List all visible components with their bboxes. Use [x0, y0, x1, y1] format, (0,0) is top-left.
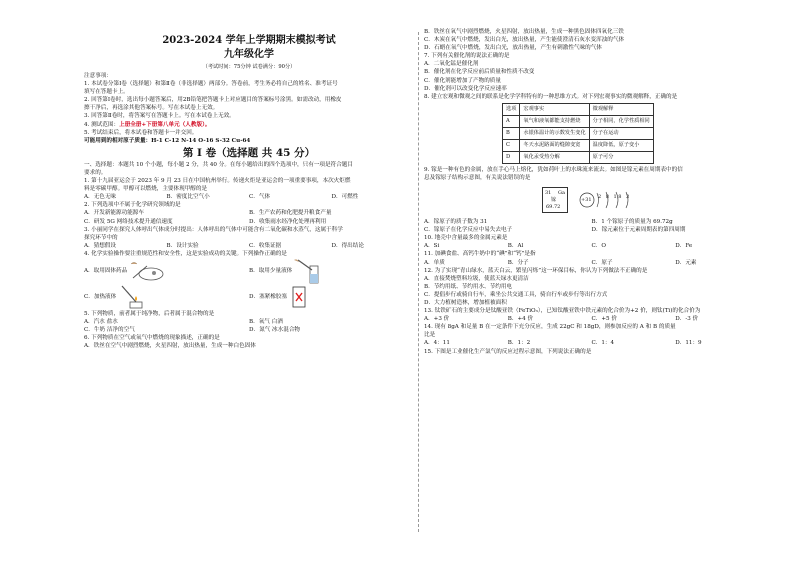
option: C．+5 价 [591, 316, 617, 323]
option-a: A．取用固体药品 [84, 258, 249, 284]
option-b: B．取用少量液体 [249, 258, 414, 284]
q9-options [424, 218, 759, 234]
table-cell: 分子在运动 [589, 127, 653, 139]
table-row [503, 127, 654, 139]
option: D．镓元素位于元素周期表的第四周期 [591, 227, 686, 234]
table-cell: 氧气和液氧都能支持燃烧 [520, 115, 589, 127]
table-header: 选项 [503, 103, 520, 115]
question-14: 14. 现有 8gA 和足量 B 在一定条件下充分反应，生成 22gC 和 18gD，则参加反应的 A 和 B 的质量 [424, 324, 676, 331]
question-14-cont: 比是 [424, 332, 436, 339]
option: B．催化剂在化学反应前后质量和性质不改变 [424, 69, 535, 76]
section-intro: 要求的。 [84, 169, 107, 176]
option: B．设计实验 [166, 242, 199, 249]
element-card [542, 187, 568, 213]
table-cell: D [503, 151, 520, 163]
column-divider [418, 32, 419, 532]
question-9: 9. 镓是一种有色的金属，放在手心马上熔化，犹如荷叶上的水珠流来流去。如图是镓元素在周期表中的信 [424, 166, 683, 173]
q3-options [84, 242, 414, 250]
atomic-mass-line: 可能用到的相对原子质量：H-1 C-12 N-14 O-16 S-32 Cu-64 [84, 137, 251, 144]
option: C．牛奶 洁净的空气 [84, 327, 135, 334]
option: C．提倡步行或骑自行车，乘坐公共交通工具，骑自行车或步行等出行方式 [424, 291, 608, 298]
question-11: 11. 加碘食盐、高钙牛奶中的“碘”和“钙”是指 [424, 251, 536, 258]
atomic-number: 31 [545, 190, 552, 197]
table-row [503, 115, 654, 127]
option: D．得出结论 [331, 242, 364, 249]
stopper-illustration [287, 284, 311, 310]
table-cell: 水银体温计的示数发生变化 [520, 127, 589, 139]
question-4: 4. 化学实验操作要注重规范性和安全性，这是实验成功的关键。下列操作正确的是 [84, 250, 287, 257]
option: A．镓原子的质子数为 31 [424, 219, 488, 226]
question-8: 8. 建立宏观和微观之间的联系是化学学科特有的一种思维方式。对下列宏观事实的微观解释，正确的是 [424, 93, 678, 100]
gallium-figure [542, 182, 759, 218]
note-line-scope: 4. 测试范围：上册全册+下册第八单元（人教版）。 [84, 121, 211, 128]
option: A．二氧化锰是催化剂 [424, 61, 479, 68]
element-symbol: Ga [558, 190, 565, 197]
option: B．氧气 白酒 [249, 319, 283, 326]
option: C．原子 [591, 259, 613, 266]
option: C．收集证据 [249, 242, 282, 249]
question-10: 10. 地壳中含量最多的金属元素是 [424, 235, 508, 242]
option: B．节约用纸、节约用水、节约用电 [424, 283, 513, 290]
option: C．1：4 [591, 340, 615, 347]
atomic-mass: 69.72 [546, 204, 561, 211]
option: A．直接焚烧塑料垃圾，使蓝天绿水更清洁 [424, 275, 529, 282]
table-row [503, 139, 654, 151]
left-column [84, 28, 414, 350]
table-cell: 氧化汞受热分解 [520, 151, 589, 163]
nucleus-charge: +31 [581, 197, 592, 204]
table-cell: 分子相同，化学性质相同 [589, 115, 653, 127]
table-cell: C [503, 139, 520, 151]
option: B．Al [507, 243, 524, 250]
q6-option-d: D．石蜡在氧气中燃烧，发出白光，放出热量，产生有刺激性气味的气体 [424, 45, 602, 52]
option: D．11：9 [675, 340, 702, 347]
exam-title: 2023-2024 学年上学期期末模拟考试 [162, 35, 336, 46]
question-1: 1. 第十九届亚运会于 2023 年 9 月 23 日在中国杭州举行。传递火炬是亚运会的一项重要事项，本次火炬燃 [84, 178, 351, 185]
table-header-row [503, 103, 654, 115]
option: A．开发新能源功能源车 [84, 210, 144, 217]
q5-options [84, 318, 414, 334]
option: A．+3 价 [424, 316, 450, 323]
question-7: 7. 下列有关催化剂的说法正确的是 [424, 53, 510, 60]
exam-meta: （考试时间：75分钟 试卷满分：90分） [202, 64, 296, 70]
option: D．催化剂可以改变化学反应速率 [424, 85, 507, 92]
option: D．收集雨水经净化处理再利用 [249, 218, 327, 225]
option: B．生产农药和化肥提升粮食产量 [249, 210, 332, 217]
option: B．1 个镓原子的质量为 69.72g [591, 219, 673, 226]
option: D．氮气 冰水混合物 [249, 327, 301, 334]
heating-liquid-illustration [116, 284, 150, 310]
right-column [424, 28, 759, 356]
q13-options [424, 315, 759, 323]
q2-options [84, 209, 414, 225]
option: B．1：2 [507, 340, 531, 347]
liquid-sampling-illustration [292, 258, 326, 284]
question-1-cont: 料是零碳甲醇。甲醇可以燃烧，主要体现甲醇的是 [84, 186, 208, 193]
table-header: 微观解释 [589, 103, 653, 115]
q10-options [424, 242, 759, 250]
table-cell: 冬天水泥路面的缝隙变宽 [520, 139, 589, 151]
solid-sampling-illustration [127, 258, 167, 284]
option: C．研发 5G 网络技术提升通信速度 [84, 218, 173, 225]
note-line: 1. 本试卷分第Ⅰ卷（选择题）和第Ⅱ卷（非选择题）两部分。答卷前，考生务必将自己的姓名、准考证号 [84, 81, 338, 88]
note-line: 5. 考试结束后，将本试卷和答题卡一并交回。 [84, 129, 198, 136]
q14-options [424, 339, 759, 347]
note-line: 3. 回答第Ⅱ卷时，将答案写在答题卡上。写在本试卷上无效。 [84, 113, 235, 120]
option: C．气体 [249, 194, 271, 201]
table-cell: B [503, 127, 520, 139]
option: D．可燃性 [331, 194, 359, 201]
question-12: 12. 为了实现“青山绿水，蓝天白云，繁星闪烁”这一环保目标，你认为下列做法不正确的是 [424, 267, 648, 274]
question-3-cont: 探究环节中的 [84, 234, 118, 241]
note-line: 填写在答题卡上。 [84, 89, 129, 96]
option-c: C．加热液体 [84, 284, 249, 310]
option: B．密度比空气小 [166, 194, 210, 201]
question-15: 15. 下图是工业催化生产氯气的反应过程示意图，下列说法正确的是 [424, 348, 592, 355]
table-header: 宏观事实 [520, 103, 589, 115]
q1-options [84, 193, 414, 201]
option: B．+4 价 [507, 316, 534, 323]
question-5: 5. 下列物质，前者属于纯净物，后者属于混合物的是 [84, 310, 215, 317]
question-3: 3. 小丽同学在探究人体呼出气体成分时提出：人体呼出的气体中可能含有二氧化碳和水蒸气，这属于科学 [84, 226, 343, 233]
option: D．Fe [675, 243, 693, 250]
element-name: 镓 [551, 197, 557, 204]
option: C．催化剂能增加了产物的质量 [424, 77, 501, 84]
option: A．汽水 盐水 [84, 319, 118, 326]
question-6: 6. 下列物质在空气或氧气中燃烧的现象描述，正确的是 [84, 335, 220, 342]
q4-options [84, 258, 414, 310]
section-title: 第 Ⅰ 卷（选择题 共 45 分） [182, 146, 316, 159]
q6-option-b: B．铁丝在氧气中剧烈燃烧，火星四射，放出热量，生成一种黑色固体四氧化三铁 [424, 29, 624, 35]
option: A．无色无味 [84, 194, 117, 201]
question-9-cont: 息及镓原子结构示意图，有关说法错误的是 [424, 174, 531, 181]
table-row [503, 151, 654, 163]
option: C．O [591, 243, 606, 250]
option: C．镓原子在化学反应中易失去电子 [424, 227, 513, 234]
option: A．Si [424, 243, 440, 250]
option-d: D．塞紧橡胶塞 [249, 284, 414, 310]
option: D．-3 价 [675, 316, 699, 323]
note-line: 2. 回答第Ⅰ卷时，选出每小题答案后，用2B铅笔把答题卡上对应题目的答案标号涂黑。如需改动，用橡皮 [84, 97, 342, 104]
question-2: 2. 下列选项中不属于化学研究领域的是 [84, 202, 181, 209]
table-cell: 温度降低，原子变小 [589, 139, 653, 151]
section-intro: 一、选择题：本题共 10 个小题，每小题 2 分，共 40 分。在每小题给出的四个选项中，只有一项是符合题目 [84, 161, 353, 168]
option: A．4：11 [424, 340, 450, 347]
electron-counts: 2 8 18 3 [598, 194, 631, 201]
option: D．大力植树造林，增加植被面积 [424, 299, 507, 306]
table-cell: 原子可分 [589, 151, 653, 163]
option: B．分子 [507, 259, 529, 266]
q11-options [424, 259, 759, 267]
option: D．元素 [675, 259, 697, 266]
q6-option-c: C．木炭在氧气中燃烧，发出白光，放出热量，产生能使澄清石灰水变浑浊的气体 [424, 37, 625, 44]
table-cell: A [503, 115, 520, 127]
question-13: 13. 钛铁矿石的主要成分是钛酸亚铁（FeTiO₃），已知钛酸亚铁中铁元素的化合价为+2 价，则钛(Ti)的化合价为 [424, 308, 701, 315]
exam-subtitle: 九年级化学 [224, 49, 274, 60]
q6-option-a: A．铁丝在空气中剧烈燃烧，火星四射，放出热量，生成一种白色固体 [84, 343, 256, 350]
option: A．单质 [424, 259, 445, 266]
option: A．猜想假设 [84, 242, 117, 249]
q8-table [502, 103, 654, 164]
note-line: 擦干净后，再选涂其他答案标号。写在本试卷上无效。 [84, 105, 219, 112]
notes-heading: 注意事项： [84, 73, 112, 79]
atom-structure-diagram [578, 188, 638, 212]
scope-highlight: 上册全册+下册第八单元（人教版）。 [119, 121, 211, 128]
